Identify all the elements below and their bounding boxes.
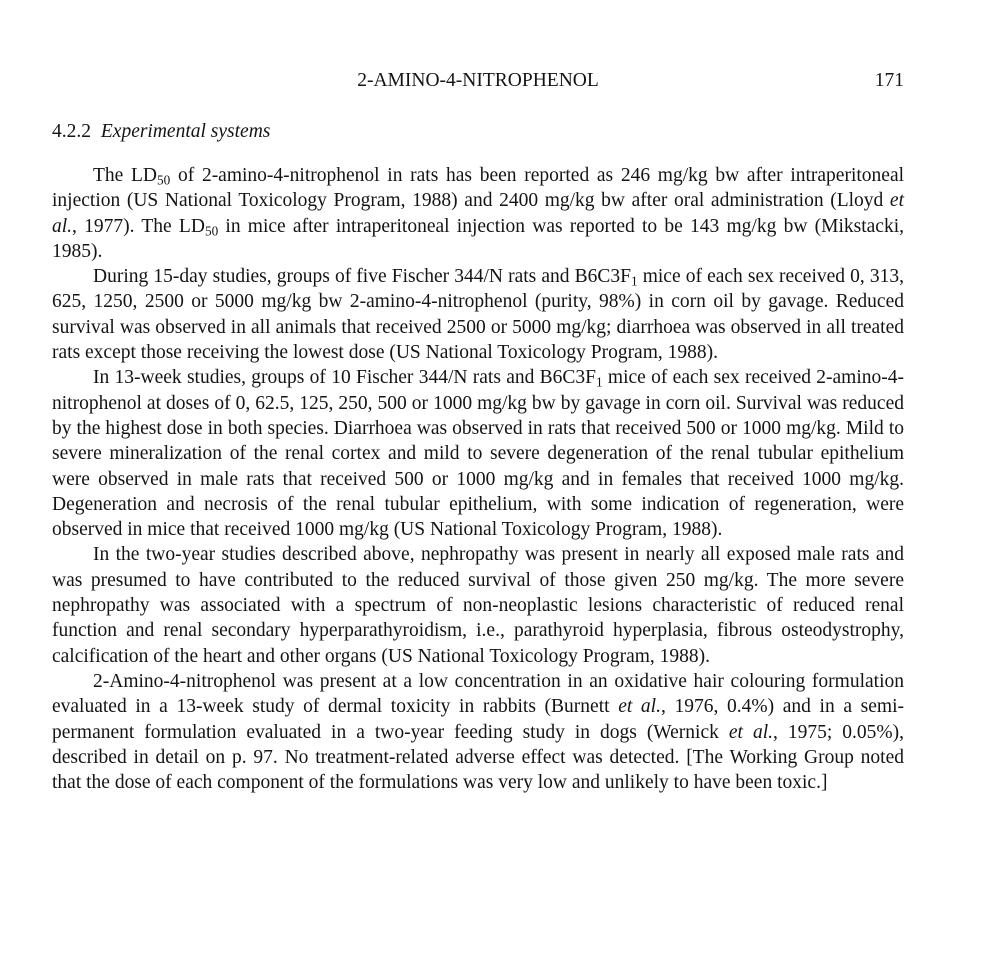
subscript: 50 [204,222,219,238]
text-run: In 13-week studies, groups of 10 Fischer 344/N rats and B6C3F [93,367,597,389]
running-head [52,70,904,96]
paragraph [52,365,904,542]
subscript: 1 [596,374,603,390]
italic-text: et al. [618,696,661,718]
text-run: In the two-year studies described above, nephropathy was present in nearly all exposed male rats and was presumed to have contributed to the reduced survival of those given 250 mg/kg. The more severe nephropathy was associated with a spectrum of non-neoplastic lesions characteristic of reduced renal function and renal secondary hyperparathyroidism, i.e., parathyroid hyperplasia, fibrous osteodystrophy, calcification of the heart and other organs (US National Toxicology Program, 1988). [52,544,904,667]
text-run: of 2-amino-4-nitrophenol in rats has been reported as 246 mg/kg bw after intraperitoneal injection (US National Toxicology Program, 1988) and 2400 mg/kg bw after oral administration (Lloyd [52,165,905,212]
italic-text: et al. [52,190,904,237]
subscript: 50 [157,172,171,188]
paragraph [52,669,904,795]
text-run: , 1977). The LD [72,215,205,237]
text-run: mice of each sex received 0, 313, 625, 1250, 2500 or 5000 mg/kg bw 2-amino-4-nitrophenol (purity, 98%) in corn oil by gavage. Reduced survival was observed in all animals that received 2500 or 5000 mg/kg; diarrhoea was observed in all treated rats except those receiving the lowest dose (US National Toxicology Program, 1988). [52,266,904,364]
section-title: Experimental systems [100,121,271,142]
text-run: 2-Amino-4-nitrophenol was present at a low concentration in an oxidative hair colouring formulation evaluated in a 13-week study of dermal toxicity in rabbits (Burnett [52,670,904,718]
text-run: mice of each sex received 2-amino-4-nitrophenol at doses of 0, 62.5, 125, 250, 500 or 1000 mg/kg bw by gavage in corn oil. Survival was reduced by the highest dose in both species. Diarrhoea was observed in rats that received 500 or 1000 mg/kg. Mild to severe mineralization of the renal cortex and mild to severe degeneration of the renal tubular epithelium were observed in male rats that received 500 or 1000 mg/kg and in females that received 1000 mg/kg. Degeneration and necrosis of the renal tubular epithelium, with some indication of regeneration, were observed in mice that received 1000 mg/kg (US National Toxicology Program, 1988). [52,367,904,541]
page-number: 171 [874,70,904,91]
body-text [52,163,904,795]
text-run: During 15-day studies, groups of five Fischer 344/N rats and B6C3F [93,266,631,288]
paragraph [52,264,904,365]
paragraph [52,542,904,668]
text-run: , 1976, 0.4%) and in a semi-permanent formulation evaluated in a two-year feeding study in dogs (Wernick [52,696,904,743]
text-run: in mice after intraperitoneal injection was reported to be 143 mg/kg bw (Mikstacki, 1985). [52,215,904,262]
italic-text: et al. [728,721,773,743]
running-title: 2-AMINO-4-NITROPHENOL [357,70,599,91]
paragraph [52,163,904,264]
subscript: 1 [630,273,638,289]
text-run: , 1975; 0.05%), described in detail on p. 97. No treatment-related adverse effect was detected. [The Working Group noted that the dose of each component of the formulations was very low and unlikely to have been toxic.] [52,721,904,794]
text-run: The LD [93,165,158,186]
section-number: 4.2.2 [52,121,91,142]
section-heading [52,121,270,143]
